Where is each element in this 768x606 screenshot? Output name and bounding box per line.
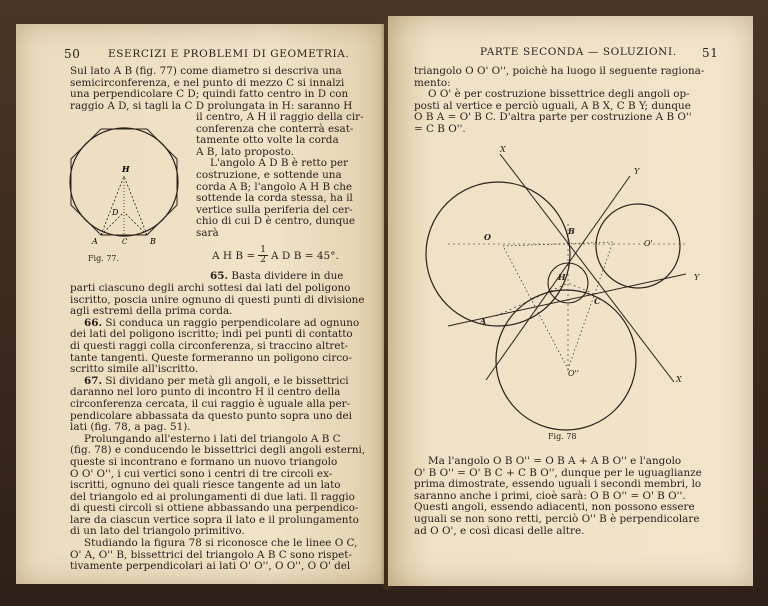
text-line: ad O O', e così dicasi delle altre. (414, 524, 585, 537)
right-top-text (414, 66, 722, 136)
fig78-label-y-right: Y (694, 273, 700, 282)
fig77-label-a: A (92, 237, 98, 246)
fig77-label-c: C (122, 238, 128, 246)
fig78-label-h: H (558, 272, 566, 282)
text-line: Basta dividere in due (231, 270, 344, 282)
text-line: (fig. 78) e conducendo le bissettrici degli angoli esterni, (70, 444, 366, 457)
text-line: lare da ciascun vertice sopra il lato e il prolungamento (70, 513, 359, 526)
left-running-head: ESERCIZI E PROBLEMI DI GEOMETRIA. (108, 48, 350, 60)
fig78-bisector-c (568, 283, 594, 294)
text-line: queste si incontrano e formano un nuovo triangolo (70, 455, 338, 468)
text-line: raggio A D, si tagli la C D prolungata in H: saranno H (70, 99, 353, 112)
text-line: di questi raggi colla circonferenza, si traccino altret- (70, 339, 349, 352)
text-line: tante tangenti. Queste formeranno un poligono circo- (70, 351, 352, 364)
text-line: sottende la corda stessa, ha il (196, 192, 353, 205)
text-line: parti ciascuno degli archi sottesi dai lati del poligono (70, 282, 351, 294)
text-line: corda A B; l'angolo A H B che (196, 180, 353, 193)
equation-fraction (258, 246, 268, 265)
text-line: L'angolo A D B è retto per (210, 157, 349, 170)
fig78-label-a: A (480, 316, 487, 326)
text-line: Si conduca un raggio perpendicolare ad ognuno (105, 316, 360, 329)
fig77-caption: Fig. 77. (88, 254, 120, 263)
fig77-label-d: D (112, 208, 119, 217)
text-line: O O' è per costruzione bissettrice degli angoli op- (428, 88, 690, 101)
text-line: Si dividano per metà gli angoli, e le bissettrici (105, 374, 349, 387)
left-page-number: 50 (64, 47, 81, 61)
problem-number-66: 66. (84, 316, 103, 329)
text-line: posti al vertice e perciò uguali, A B X, C B Y; dunque (414, 99, 691, 112)
text-line: pendicolare abbassata da questo punto sopra uno dei (70, 409, 352, 422)
right-running-head: PARTE SECONDA — SOLUZIONI. (480, 46, 677, 58)
text-line: agli estremi della prima corda. (70, 305, 233, 318)
fig77-line-ah (101, 176, 124, 235)
equation-lhs: A H B = (212, 249, 256, 262)
text-line: scritto simile all'iscritto. (70, 363, 199, 376)
left-intro (70, 66, 366, 112)
left-body-text (70, 283, 366, 573)
text-line: semicirconferenza, e nel punto di mezzo C si innalzi (70, 76, 345, 89)
text-line: tivamente perpendicolari ai lati O' O'', O O'', O O' del (70, 560, 351, 573)
text-line: triangolo O O' O'', poichè ha luogo il seguente ragiona- (414, 65, 705, 77)
text-line: daranno nel loro punto di incontro H il centro della (70, 386, 341, 399)
fraction-denominator: 2 (260, 255, 267, 265)
fig78-circle-o1 (596, 204, 680, 288)
text-line: A B, lato proposto. (196, 145, 294, 158)
fig78-label-y-top: Y (634, 167, 640, 176)
text-line: Questi angoli, essendo adiacenti, non possono essere (414, 501, 695, 514)
text-line: uguali se non sono retti, perciò O'' B è perpendicolare (414, 512, 700, 525)
left-side-text (196, 112, 366, 240)
fig77-label-b: B (150, 237, 156, 246)
text-line: circonferenza cercata, il cui raggio è uguale alla per- (70, 397, 351, 410)
text-line: tamente otto volte la corda (196, 134, 339, 147)
text-line: O B A = O' B C. D'altra parte per costruzione A B O'' (414, 111, 692, 124)
text-line: prima dimostrate, essendo uguali i secondi membri, lo (414, 478, 702, 491)
fig77-line-bh (124, 176, 147, 235)
fig78-label-o1: O' (644, 239, 653, 248)
fig78-label-c: C (594, 296, 601, 306)
fig78-label-o: O (484, 232, 491, 242)
left-page (16, 24, 384, 584)
p65-first-line (210, 271, 366, 283)
fig78-label-x-top: X (500, 145, 506, 154)
text-line: iscritti, ognuno dei quali riesce tangente ad un lato (70, 479, 341, 492)
text-line: O O' O'', i cui vertici sono i centri di tre circoli ex- (70, 467, 333, 480)
text-line: Studiando la figura 78 si riconosce che le linee O C, (84, 537, 358, 550)
figure-78 (418, 144, 708, 440)
text-line: O' A, O'' B, bissettrici del triangolo A B C sono rispet- (70, 548, 352, 561)
right-page-number: 51 (702, 46, 719, 60)
text-line: vertice sulla periferia del cer- (196, 203, 353, 216)
equation-rhs: A D B = 45°. (271, 249, 339, 262)
text-line: = C B O''. (414, 122, 466, 135)
text-line: lati (fig. 78, a pag. 51). (70, 421, 191, 434)
text-line: una perpendicolare C D; quindi fatto centro in D con (70, 88, 349, 101)
text-line: di questi circoli si ottiene abbassando una perpendico- (70, 502, 359, 515)
text-line: di un lato del triangolo primitivo. (70, 525, 245, 538)
text-line: O' B O'' = O' B C + C B O'', dunque per le uguaglianze (414, 466, 702, 479)
fig78-line-x (500, 154, 674, 382)
fig78-caption: Fig. 78 (548, 432, 577, 441)
text-line: Sul lato A B (fig. 77) come diametro si descriva una (70, 65, 342, 77)
problem-number-65: 65. (210, 270, 229, 282)
figure-77 (66, 120, 192, 250)
text-line: conferenza che conterrà esat- (196, 122, 354, 135)
fig78-label-x-bottom: X (676, 375, 682, 384)
fraction-numerator: 1 (260, 245, 267, 255)
fig77-line-bd (124, 212, 147, 235)
fig77-label-h: H (122, 164, 130, 174)
text-line: il centro, A H il raggio della cir- (196, 111, 364, 123)
text-line: iscritto, poscia unire ognuno di questi punti di divisione (70, 293, 365, 306)
fig78-label-o2: O'' (568, 369, 579, 378)
text-line: del triangolo ed ai prolungamenti di due lati. Il raggio (70, 490, 355, 503)
text-line: costruzione, e sottende una (196, 168, 342, 181)
problem-number-67: 67. (84, 374, 103, 387)
right-page (388, 16, 753, 586)
text-line: saranno anche i primi, cioè sarà: O B O'' = O' B O''. (414, 489, 686, 502)
text-line: Prolungando all'esterno i lati del triangolo A B C (84, 432, 341, 445)
text-line: dei lati del poligono iscritto; indi pei punti di contatto (70, 328, 353, 341)
right-bottom-text (414, 456, 730, 537)
text-line: chio di cui D è centro, dunque (196, 215, 356, 228)
text-line: Ma l'angolo O B O'' = O B A + A B O'' e l'angolo (428, 455, 682, 467)
fig78-label-b: B (568, 226, 575, 236)
text-line: sarà (196, 226, 219, 239)
equation (212, 246, 339, 265)
text-line: mento: (414, 76, 451, 89)
